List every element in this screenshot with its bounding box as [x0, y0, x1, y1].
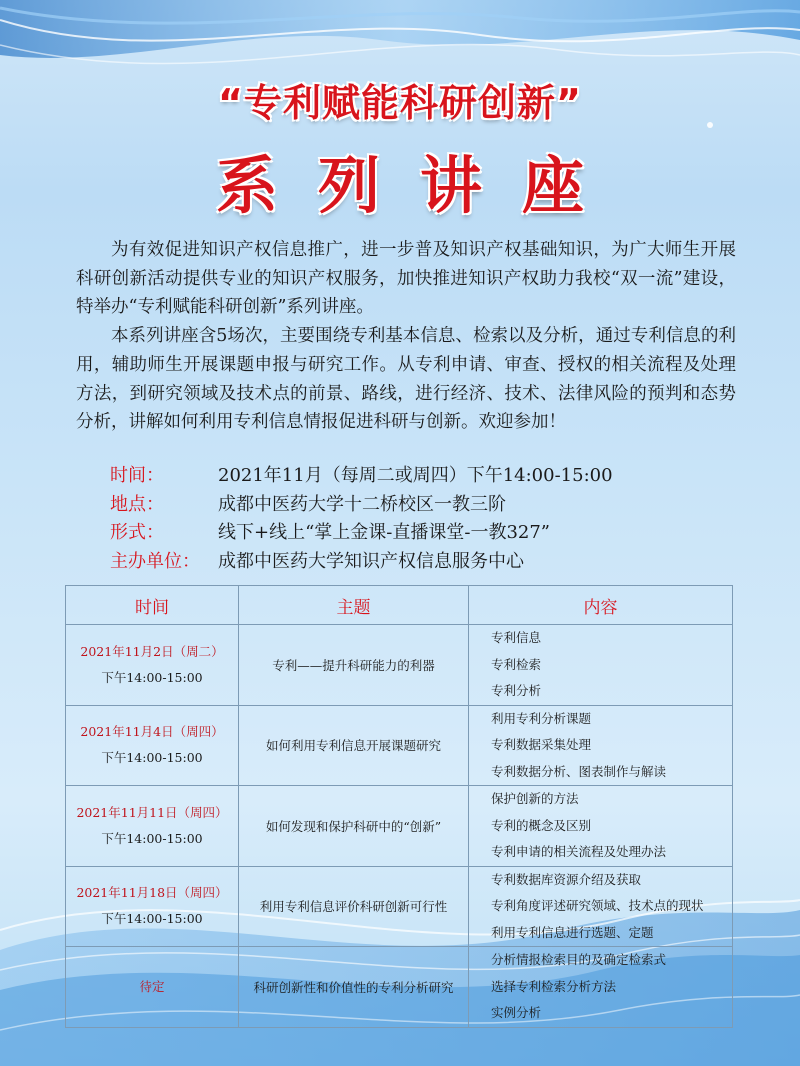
info-time-value: 2021年11月（每周二或周四）下午14:00-15:00: [218, 465, 613, 486]
table-row: [66, 786, 733, 867]
intro-paragraph-1: 为有效促进知识产权信息推广，进一步普及知识产权基础知识，为广大师生开展科研创新活动提供专业的知识产权服务，加快推进知识产权助力我校“双一流”建设，特举办“专利赋能科研创新”系列讲座。: [76, 240, 736, 318]
info-place-value: 成都中医药大学十二桥校区一教三阶: [218, 493, 506, 515]
row-time: 下午14:00-15:00: [101, 830, 203, 846]
row-content: [469, 705, 733, 786]
info-time: [110, 462, 613, 491]
row-date-cell: [66, 625, 239, 706]
poster-title: “专利赋能科研创新”: [218, 81, 582, 125]
content-item: 利用专利信息进行选题、定题: [491, 924, 654, 940]
row-time: 下午14:00-15:00: [101, 750, 203, 766]
header-time: 时间: [66, 586, 239, 625]
row-date-cell: [66, 705, 239, 786]
row-date: 2021年11月11日（周四）: [76, 804, 228, 820]
row-date: 2021年11月2日（周二）: [80, 643, 224, 659]
content-item: 专利数据采集处理: [491, 737, 592, 752]
content-item: 专利数据库资源介绍及获取: [491, 871, 642, 887]
info-place: [110, 491, 613, 520]
header-content: 内容: [469, 586, 733, 625]
row-content: [469, 786, 733, 867]
row-content: [469, 947, 733, 1028]
row-content: [469, 625, 733, 706]
content-item: 专利信息: [491, 630, 542, 645]
content-item: 专利分析: [491, 683, 542, 698]
row-topic: 如何利用专利信息开展课题研究: [239, 705, 469, 786]
row-date: 2021年11月4日（周四）: [80, 724, 224, 740]
info-host-label: 主办单位：: [110, 550, 200, 572]
content-item: 专利申请的相关流程及处理办法: [491, 844, 667, 859]
info-time-label: 时间：: [110, 465, 164, 486]
info-form-label: 形式：: [110, 522, 164, 543]
content-item: 专利数据分析、图表制作与解读: [491, 763, 667, 779]
info-host-value: 成都中医药大学知识产权信息服务中心: [218, 550, 524, 572]
content-item: 利用专利分析课题: [491, 710, 592, 726]
content-item: 选择专利检索分析方法: [491, 978, 617, 994]
row-date-cell: [66, 947, 239, 1028]
intro-text: [76, 236, 736, 437]
schedule-table: [65, 585, 733, 1028]
event-info: [110, 462, 613, 576]
row-date: 2021年11月18日（周四）: [76, 885, 228, 901]
content-item: 分析情报检索目的及确定检索式: [491, 952, 667, 967]
row-topic: 专利——提升科研能力的利器: [239, 625, 469, 706]
row-topic: 科研创新性和价值性的专利分析研究: [239, 947, 469, 1028]
info-host: [110, 548, 613, 577]
table-row: [66, 625, 733, 706]
info-place-label: 地点：: [110, 493, 164, 515]
table-row: [66, 947, 733, 1028]
content-item: 实例分析: [491, 1005, 542, 1020]
table-header-row: [66, 586, 733, 625]
info-form-value: 线下+线上“掌上金课-直播课堂-一教327”: [218, 522, 551, 543]
row-date-cell: [66, 786, 239, 867]
row-content: [469, 866, 733, 947]
poster-subtitle: 系列讲座: [215, 149, 624, 222]
row-topic: 如何发现和保护科研中的“创新”: [239, 786, 469, 867]
content-item: 专利的概念及区别: [491, 817, 592, 833]
table-row: [66, 705, 733, 786]
content-item: 专利检索: [491, 656, 542, 672]
row-topic: 利用专利信息评价科研创新可行性: [239, 866, 469, 947]
intro-paragraph-2: 本系列讲座含5场次，主要围绕专利基本信息、检索以及分析，通过专利信息的利用，辅助师生开展课题申报与研究工作。从专利申请、审查、授权的相关流程及处理方法，到研究领域及技术点的前景、路线，进行经济、技术、法律风险的预判和态势分析，讲解如何利用专利信息情报促进科研与创新。欢迎参加！: [76, 326, 736, 433]
row-date-cell: [66, 866, 239, 947]
header-topic: 主题: [239, 586, 469, 625]
content-item: 保护创新的方法: [491, 791, 579, 806]
content-item: 专利角度评述研究领域、技术点的现状: [491, 898, 704, 913]
info-form: [110, 519, 613, 548]
row-date: 待定: [139, 978, 165, 994]
row-time: 下午14:00-15:00: [101, 669, 203, 685]
row-time: 下午14:00-15:00: [101, 911, 203, 927]
table-row: [66, 866, 733, 947]
